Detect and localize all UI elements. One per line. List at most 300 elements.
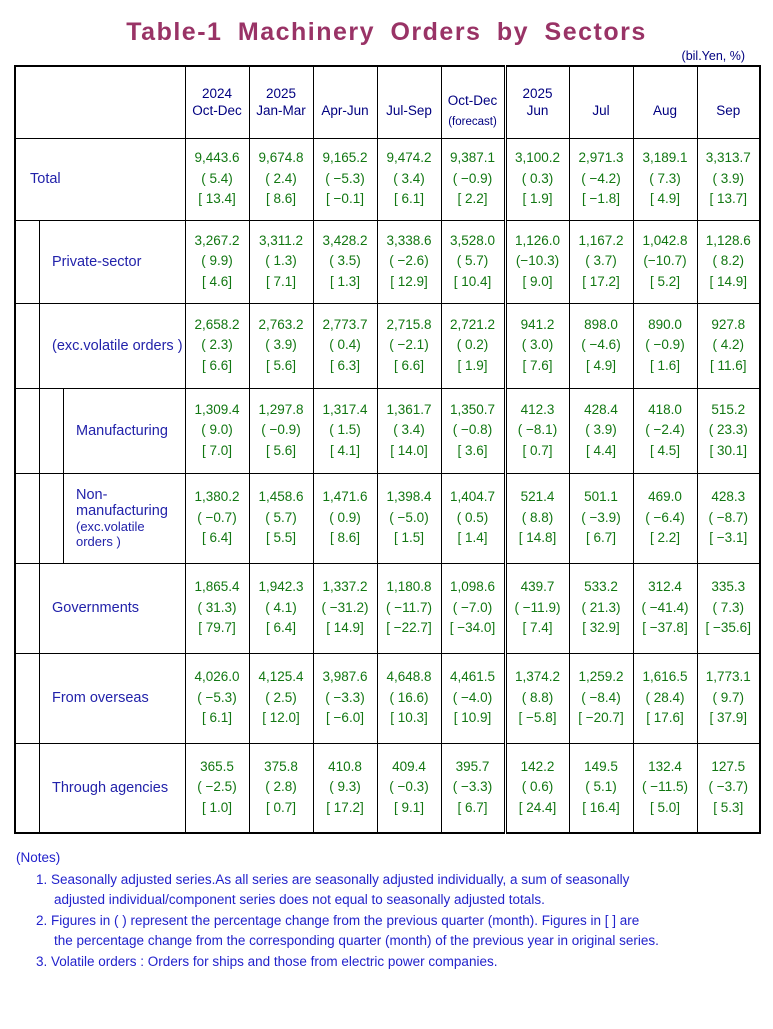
value-cell bbox=[697, 138, 760, 220]
value-qoq-change: ( −8.4) bbox=[581, 689, 621, 705]
value-qoq-change: ( −0.9) bbox=[452, 170, 493, 186]
value-qoq-change: ( 3.7) bbox=[585, 253, 617, 269]
header-col-8 bbox=[697, 66, 760, 138]
value-yoy-change: [ −3.1] bbox=[709, 530, 748, 546]
value-yoy-change: [ 7.4] bbox=[522, 620, 553, 636]
header-period-3: Jul-Sep bbox=[386, 102, 432, 118]
value-cell bbox=[697, 388, 760, 473]
value-yoy-change: [ 7.1] bbox=[265, 273, 297, 289]
value-qoq-change: ( −8.7) bbox=[708, 509, 748, 525]
value-level: 2,773.7 bbox=[322, 316, 368, 332]
value-yoy-change: [ 13.4] bbox=[198, 191, 236, 207]
value-cell bbox=[185, 743, 249, 833]
value-cell bbox=[249, 473, 313, 563]
value-qoq-change: ( 7.3) bbox=[649, 170, 681, 186]
value-cell bbox=[249, 138, 313, 220]
table-body bbox=[15, 138, 760, 833]
value-cell bbox=[185, 473, 249, 563]
value-level: 927.8 bbox=[711, 316, 746, 332]
value-qoq-change: ( 5.4) bbox=[201, 170, 233, 186]
value-qoq-change: ( 23.3) bbox=[708, 422, 748, 438]
value-level: 365.5 bbox=[200, 758, 234, 774]
value-cell bbox=[313, 743, 377, 833]
header-corner bbox=[15, 66, 185, 138]
value-cell bbox=[441, 743, 505, 833]
value-cell bbox=[377, 303, 441, 388]
value-qoq-change: ( 5.1) bbox=[585, 779, 617, 795]
value-level: 4,125.4 bbox=[258, 669, 304, 685]
value-level: 3,100.2 bbox=[514, 150, 561, 166]
value-yoy-change: [ 10.9] bbox=[453, 710, 492, 726]
value-yoy-change: [ 14.8] bbox=[518, 530, 557, 546]
value-qoq-change: ( −11.5) bbox=[642, 779, 688, 795]
value-qoq-change: ( −2.5) bbox=[197, 779, 237, 795]
value-level: 1,167.2 bbox=[578, 232, 624, 248]
row-label: Through agencies bbox=[52, 779, 169, 796]
value-qoq-change: (−10.3) bbox=[515, 253, 560, 269]
value-qoq-change: ( 28.4) bbox=[645, 689, 685, 705]
value-yoy-change: [ −37.8] bbox=[642, 620, 688, 636]
value-yoy-change: [ 14.9] bbox=[709, 273, 748, 289]
value-yoy-change: [ 4.5] bbox=[649, 442, 681, 458]
header-year-0: 2024 bbox=[201, 85, 233, 101]
table-container bbox=[0, 65, 773, 834]
value-qoq-change: ( −0.9) bbox=[261, 422, 301, 438]
value-cell bbox=[441, 220, 505, 303]
header-period-6: Jul bbox=[592, 102, 610, 118]
row-label: Non-manufacturing bbox=[76, 487, 168, 519]
value-level: 335.3 bbox=[711, 579, 746, 595]
value-level: 1,398.4 bbox=[386, 489, 432, 505]
value-qoq-change: ( −0.3) bbox=[389, 779, 429, 795]
value-level: 149.5 bbox=[584, 758, 618, 774]
value-cell bbox=[249, 388, 313, 473]
value-level: 428.4 bbox=[584, 401, 618, 417]
value-qoq-change: ( 3.5) bbox=[329, 253, 361, 269]
value-level: 2,971.3 bbox=[578, 150, 624, 166]
value-yoy-change: [ 2.2] bbox=[457, 191, 488, 207]
row-label: Private-sector bbox=[52, 253, 142, 270]
value-level: 127.5 bbox=[711, 758, 746, 774]
value-cell bbox=[569, 388, 633, 473]
value-level: 1,098.6 bbox=[449, 579, 496, 595]
value-level: 1,297.8 bbox=[258, 401, 304, 417]
value-qoq-change: ( −4.0) bbox=[452, 689, 493, 705]
value-level: 515.2 bbox=[711, 401, 746, 417]
value-cell bbox=[569, 303, 633, 388]
value-yoy-change: [ 5.6] bbox=[265, 357, 297, 373]
value-qoq-change: ( 3.9) bbox=[265, 337, 297, 353]
value-yoy-change: [ 12.0] bbox=[262, 710, 300, 726]
value-cell bbox=[569, 743, 633, 833]
value-cell bbox=[505, 388, 569, 473]
value-cell bbox=[697, 220, 760, 303]
value-cell bbox=[505, 220, 569, 303]
value-level: 1,350.7 bbox=[449, 401, 496, 417]
table-row bbox=[15, 303, 760, 388]
value-qoq-change: ( −2.1) bbox=[389, 337, 429, 353]
value-cell bbox=[569, 653, 633, 743]
value-yoy-change: [ 14.9] bbox=[326, 620, 364, 636]
value-yoy-change: [ 24.4] bbox=[518, 800, 557, 815]
header-col-3 bbox=[377, 66, 441, 138]
value-level: 3,189.1 bbox=[642, 150, 688, 166]
row-label-cell bbox=[15, 220, 185, 303]
value-qoq-change: ( 21.3) bbox=[581, 599, 621, 615]
table-row bbox=[15, 473, 760, 563]
value-cell bbox=[569, 473, 633, 563]
value-yoy-change: [ 3.6] bbox=[457, 442, 488, 458]
value-level: 1,042.8 bbox=[642, 232, 688, 248]
note-item-1-line-1: 1. Seasonally adjusted series.As all series are seasonally adjusted individually, a sum of seasonally bbox=[36, 871, 630, 887]
value-cell bbox=[441, 563, 505, 653]
value-qoq-change: ( 5.7) bbox=[265, 509, 297, 525]
value-yoy-change: [ 9.0] bbox=[522, 273, 553, 289]
value-level: 3,987.6 bbox=[322, 669, 368, 685]
value-yoy-change: [ 5.0] bbox=[649, 800, 681, 815]
value-cell bbox=[633, 563, 697, 653]
value-cell bbox=[377, 388, 441, 473]
value-yoy-change: [ 32.9] bbox=[582, 620, 620, 636]
value-level: 1,380.2 bbox=[194, 489, 240, 505]
value-level: 3,311.2 bbox=[258, 232, 304, 248]
value-qoq-change: ( 8.2) bbox=[712, 253, 744, 269]
value-cell bbox=[505, 743, 569, 833]
value-qoq-change: ( 8.8) bbox=[521, 689, 554, 705]
value-level: 1,471.6 bbox=[322, 489, 368, 505]
value-cell bbox=[633, 743, 697, 833]
value-level: 4,648.8 bbox=[386, 669, 432, 685]
notes-heading: (Notes) bbox=[16, 850, 61, 865]
value-level: 409.4 bbox=[392, 758, 426, 774]
value-level: 2,721.2 bbox=[449, 316, 496, 332]
value-yoy-change: [ 4.9] bbox=[585, 357, 617, 373]
indent-spacer bbox=[16, 389, 40, 473]
value-cell bbox=[313, 388, 377, 473]
header-col-2 bbox=[313, 66, 377, 138]
value-yoy-change: [ 7.0] bbox=[201, 442, 233, 458]
value-level: 1,458.6 bbox=[258, 489, 304, 505]
value-cell bbox=[185, 138, 249, 220]
value-level: 3,267.2 bbox=[194, 232, 240, 248]
row-label-cell bbox=[15, 563, 185, 653]
value-qoq-change: ( −41.4) bbox=[641, 599, 689, 615]
value-yoy-change: [ 6.4] bbox=[265, 620, 297, 636]
value-yoy-change: [ 6.1] bbox=[201, 710, 233, 726]
value-level: 395.7 bbox=[455, 758, 490, 774]
value-level: 2,763.2 bbox=[258, 316, 304, 332]
indent-spacer bbox=[40, 389, 64, 473]
note-item-1-line-2: adjusted individual/component series does not equal to seasonally adjusted totals. bbox=[54, 892, 545, 908]
value-cell bbox=[505, 303, 569, 388]
table-row bbox=[15, 743, 760, 833]
value-level: 1,404.7 bbox=[449, 489, 496, 505]
note-item-3-line-1: 3. Volatile orders : Orders for ships and those from electric power companies. bbox=[36, 953, 498, 969]
value-yoy-change: [ 30.1] bbox=[709, 442, 748, 458]
value-yoy-change: [ 1.5] bbox=[393, 530, 425, 546]
value-cell bbox=[697, 563, 760, 653]
header-col-0 bbox=[185, 66, 249, 138]
value-cell bbox=[697, 303, 760, 388]
value-cell bbox=[377, 220, 441, 303]
value-cell bbox=[505, 473, 569, 563]
value-cell bbox=[249, 653, 313, 743]
value-cell bbox=[249, 563, 313, 653]
row-sublabel: (exc.volatile orders ) bbox=[76, 519, 145, 549]
value-cell bbox=[569, 563, 633, 653]
value-yoy-change: [ 11.6] bbox=[709, 357, 747, 373]
value-level: 1,337.2 bbox=[322, 579, 368, 595]
value-qoq-change: ( 2.8) bbox=[265, 779, 297, 795]
value-qoq-change: ( 0.3) bbox=[521, 170, 554, 186]
value-cell bbox=[377, 743, 441, 833]
value-yoy-change: [ 6.3] bbox=[329, 357, 361, 373]
indent-spacer bbox=[16, 474, 40, 563]
indent-spacer bbox=[40, 474, 64, 563]
value-cell bbox=[633, 388, 697, 473]
value-yoy-change: [ 6.6] bbox=[201, 357, 233, 373]
value-level: 501.1 bbox=[584, 489, 618, 505]
table-row bbox=[15, 220, 760, 303]
value-qoq-change: ( −31.2) bbox=[321, 599, 369, 615]
header-row bbox=[15, 66, 760, 138]
value-qoq-change: ( 16.6) bbox=[389, 689, 429, 705]
value-level: 2,658.2 bbox=[194, 316, 240, 332]
row-label-cell bbox=[15, 388, 185, 473]
value-qoq-change: ( 9.7) bbox=[712, 689, 744, 705]
value-level: 1,259.2 bbox=[578, 669, 624, 685]
value-level: 533.2 bbox=[584, 579, 618, 595]
value-level: 9,387.1 bbox=[449, 150, 496, 166]
value-cell bbox=[697, 743, 760, 833]
value-level: 3,313.7 bbox=[705, 150, 751, 166]
value-cell bbox=[633, 473, 697, 563]
value-cell bbox=[185, 563, 249, 653]
value-cell bbox=[185, 653, 249, 743]
value-yoy-change: [ 8.6] bbox=[265, 191, 297, 207]
value-qoq-change: ( −11.7) bbox=[386, 599, 432, 615]
value-qoq-change: (−10.7) bbox=[643, 253, 687, 269]
value-level: 521.4 bbox=[520, 489, 555, 505]
value-cell bbox=[441, 653, 505, 743]
value-qoq-change: ( 0.2) bbox=[456, 337, 489, 353]
row-label-cell bbox=[15, 473, 185, 563]
row-label: From overseas bbox=[52, 690, 149, 706]
header-year-4 bbox=[442, 74, 504, 91]
value-level: 1,942.3 bbox=[258, 579, 304, 595]
value-qoq-change: ( 0.5) bbox=[456, 509, 489, 525]
value-qoq-change: ( −5.3) bbox=[197, 689, 237, 705]
value-yoy-change: [ 1.0] bbox=[201, 800, 233, 815]
header-year-6 bbox=[570, 84, 633, 101]
row-label: Manufacturing bbox=[76, 422, 168, 439]
header-year-2 bbox=[314, 84, 377, 101]
value-qoq-change: ( 1.5) bbox=[329, 422, 361, 438]
value-yoy-change: [ 17.2] bbox=[582, 273, 620, 289]
value-yoy-change: [ 14.0] bbox=[390, 442, 428, 458]
value-cell bbox=[313, 653, 377, 743]
value-yoy-change: [ 6.7] bbox=[457, 800, 488, 815]
indent-spacer bbox=[16, 221, 40, 303]
value-level: 9,443.6 bbox=[194, 150, 240, 166]
value-level: 132.4 bbox=[648, 758, 682, 774]
value-cell bbox=[313, 138, 377, 220]
page-title: Table-1 Machinery Orders by Sectors bbox=[126, 18, 647, 46]
value-cell bbox=[377, 138, 441, 220]
value-level: 1,309.4 bbox=[194, 401, 240, 417]
value-level: 312.4 bbox=[648, 579, 682, 595]
value-cell bbox=[441, 388, 505, 473]
table-row bbox=[15, 138, 760, 220]
value-cell bbox=[185, 220, 249, 303]
row-label: Governments bbox=[52, 600, 140, 616]
value-qoq-change: ( 31.3) bbox=[197, 599, 237, 615]
header-period-8: Sep bbox=[716, 102, 741, 118]
value-yoy-change: [ 0.7] bbox=[265, 800, 297, 815]
value-cell bbox=[633, 303, 697, 388]
value-level: 1,126.0 bbox=[514, 232, 561, 248]
value-yoy-change: [ 17.6] bbox=[646, 710, 684, 726]
value-qoq-change: ( −2.6) bbox=[389, 253, 429, 269]
value-level: 1,180.8 bbox=[386, 579, 432, 595]
header-col-7 bbox=[633, 66, 697, 138]
row-label: (exc.volatile orders ) bbox=[52, 337, 183, 354]
notes-section bbox=[0, 834, 773, 972]
value-qoq-change: ( −3.7) bbox=[708, 779, 748, 795]
value-cell bbox=[633, 653, 697, 743]
header-period-5: Jun bbox=[526, 102, 549, 118]
table-header bbox=[15, 66, 760, 138]
value-level: 412.3 bbox=[520, 401, 555, 417]
value-cell bbox=[377, 563, 441, 653]
value-qoq-change: ( 3.0) bbox=[521, 337, 554, 353]
indent-spacer bbox=[16, 564, 40, 653]
value-qoq-change: ( −2.4) bbox=[645, 422, 685, 438]
table-row bbox=[15, 388, 760, 473]
value-yoy-change: [ 10.3] bbox=[390, 710, 428, 726]
value-yoy-change: [ 0.7] bbox=[522, 442, 553, 458]
value-level: 1,374.2 bbox=[514, 669, 561, 685]
value-cell bbox=[505, 563, 569, 653]
value-yoy-change: [ −1.8] bbox=[582, 191, 620, 207]
value-yoy-change: [ 9.1] bbox=[393, 800, 425, 815]
value-yoy-change: [ 5.5] bbox=[265, 530, 297, 546]
value-yoy-change: [ 2.2] bbox=[649, 530, 681, 546]
value-qoq-change: ( 9.9) bbox=[201, 253, 233, 269]
value-qoq-change: ( 3.9) bbox=[585, 422, 617, 438]
value-yoy-change: [ 79.7] bbox=[198, 620, 236, 636]
value-qoq-change: ( 8.8) bbox=[521, 509, 554, 525]
table-row bbox=[15, 563, 760, 653]
value-qoq-change: ( −7.0) bbox=[452, 599, 493, 615]
value-yoy-change: [ 4.4] bbox=[585, 442, 617, 458]
value-level: 375.8 bbox=[264, 758, 298, 774]
value-cell bbox=[249, 303, 313, 388]
value-qoq-change: ( 0.6) bbox=[521, 779, 554, 795]
header-year-1: 2025 bbox=[265, 85, 297, 101]
value-yoy-change: [ 13.7] bbox=[709, 191, 748, 207]
value-cell bbox=[441, 473, 505, 563]
row-label-cell bbox=[15, 743, 185, 833]
header-col-6 bbox=[569, 66, 633, 138]
header-col-5 bbox=[505, 66, 569, 138]
value-qoq-change: ( −5.3) bbox=[325, 170, 365, 186]
header-period-7: Aug bbox=[652, 102, 678, 118]
value-qoq-change: ( 9.0) bbox=[201, 422, 233, 438]
value-level: 941.2 bbox=[520, 316, 555, 332]
value-qoq-change: ( −0.8) bbox=[452, 422, 493, 438]
value-yoy-change: [ 10.4] bbox=[453, 273, 492, 289]
value-cell bbox=[569, 138, 633, 220]
value-qoq-change: ( 0.4) bbox=[329, 337, 361, 353]
value-qoq-change: ( −11.9) bbox=[514, 599, 561, 615]
value-yoy-change: [ 6.7] bbox=[585, 530, 617, 546]
header-period-0: Oct-Dec bbox=[192, 102, 242, 118]
value-yoy-change: [ 6.4] bbox=[201, 530, 233, 546]
value-qoq-change: ( 1.3) bbox=[265, 253, 297, 269]
value-level: 1,361.7 bbox=[386, 401, 432, 417]
value-level: 9,674.8 bbox=[258, 150, 304, 166]
value-level: 1,773.1 bbox=[705, 669, 751, 685]
value-yoy-change: [ −5.8] bbox=[518, 710, 557, 726]
value-cell bbox=[377, 473, 441, 563]
value-level: 439.7 bbox=[520, 579, 555, 595]
table-row bbox=[15, 653, 760, 743]
value-qoq-change: ( 9.3) bbox=[329, 779, 361, 795]
value-level: 142.2 bbox=[520, 758, 555, 774]
value-qoq-change: ( 2.4) bbox=[265, 170, 297, 186]
value-level: 9,474.2 bbox=[386, 150, 432, 166]
value-qoq-change: ( −6.4) bbox=[645, 509, 685, 525]
value-yoy-change: [ −0.1] bbox=[326, 191, 364, 207]
value-cell bbox=[505, 653, 569, 743]
value-yoy-change: [ 6.1] bbox=[393, 191, 425, 207]
row-label-cell bbox=[15, 653, 185, 743]
value-level: 1,616.5 bbox=[642, 669, 688, 685]
value-level: 3,428.2 bbox=[322, 232, 368, 248]
value-yoy-change: [ 6.6] bbox=[393, 357, 425, 373]
header-year-8 bbox=[698, 84, 760, 101]
value-qoq-change: ( −4.6) bbox=[581, 337, 621, 353]
header-col-1 bbox=[249, 66, 313, 138]
header-year-7 bbox=[634, 84, 697, 101]
value-level: 1,865.4 bbox=[194, 579, 240, 595]
value-qoq-change: ( 2.3) bbox=[201, 337, 233, 353]
header-year-3 bbox=[378, 84, 441, 101]
value-level: 410.8 bbox=[328, 758, 362, 774]
value-yoy-change: [ 5.6] bbox=[265, 442, 297, 458]
value-level: 3,528.0 bbox=[449, 232, 496, 248]
indent-spacer bbox=[16, 304, 40, 388]
value-cell bbox=[441, 303, 505, 388]
value-level: 890.0 bbox=[648, 316, 682, 332]
value-yoy-change: [ 17.2] bbox=[326, 800, 364, 815]
value-qoq-change: ( −4.2) bbox=[581, 170, 621, 186]
value-cell bbox=[185, 303, 249, 388]
value-cell bbox=[313, 220, 377, 303]
value-qoq-change: ( −3.3) bbox=[325, 689, 365, 705]
row-label-cell bbox=[15, 138, 185, 220]
value-qoq-change: ( −0.9) bbox=[645, 337, 685, 353]
indent-spacer bbox=[16, 744, 40, 833]
value-yoy-change: [ −22.7] bbox=[386, 620, 432, 636]
value-cell bbox=[313, 563, 377, 653]
header-forecast-note: (forecast) bbox=[448, 116, 497, 129]
note-item-2-line-1: 2. Figures in ( ) represent the percentage change from the previous quarter (month). Figures in [ ] are bbox=[36, 912, 640, 928]
value-cell bbox=[697, 473, 760, 563]
indent-spacer bbox=[16, 654, 40, 743]
note-item-2-line-2: the percentage change from the corresponding quarter (month) of the previous year in original series. bbox=[54, 933, 659, 949]
